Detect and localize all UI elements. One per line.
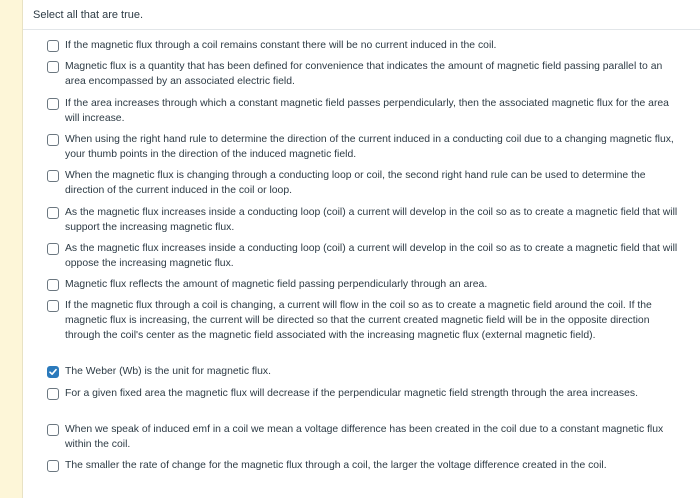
checkmark-icon	[49, 368, 57, 376]
option-label: Magnetic flux reflects the amount of magnetic field passing perpendicularly through an area.	[65, 279, 488, 290]
checkbox-checked[interactable]	[47, 366, 59, 378]
prompt-divider	[23, 29, 700, 30]
checkbox[interactable]	[47, 98, 59, 110]
question-prompt: Select all that are true.	[33, 9, 144, 21]
option-label: When we speak of induced emf in a coil we mean a voltage difference has been created in the coil due to a constant magnetic flux within the coil.	[65, 424, 664, 451]
option-label: The Weber (Wb) is the unit for magnetic flux.	[65, 366, 271, 377]
option-label: The smaller the rate of change for the magnetic flux through a coil, the larger the voltage difference created in the coil.	[65, 460, 607, 471]
checkbox[interactable]	[47, 40, 59, 52]
option-label: Magnetic flux is a quantity that has been defined for convenience that indicates the amount of magnetic field passing parallel to an area encompassed by an associated electric field.	[65, 61, 663, 88]
checkbox[interactable]	[47, 134, 59, 146]
checkbox[interactable]	[47, 170, 59, 182]
checkbox[interactable]	[47, 424, 59, 436]
option-label: If the area increases through which a constant magnetic field passes perpendicularly, then the associated magnetic flux for the area will increase.	[65, 98, 669, 125]
question-card	[23, 0, 700, 498]
checkbox[interactable]	[47, 300, 59, 312]
option-label: For a given fixed area the magnetic flux will decrease if the perpendicular magnetic field strength through the area increases.	[65, 388, 638, 399]
option-label: If the magnetic flux through a coil is changing, a current will flow in the coil so as to create a magnetic field around the coil. If the magnetic flux is increasing, the current will be directed so that the current created magnetic field will be in the opposite direction through the coil's center as the magnetic field associated with the increasing magnetic flux (external magnetic field).	[65, 300, 652, 342]
option-label: When using the right hand rule to determine the direction of the current induced in a conducting coil due to a changing magnetic flux, your thumb points in the direction of the induced magnetic field.	[65, 134, 674, 161]
checkbox[interactable]	[47, 243, 59, 255]
checkbox[interactable]	[47, 279, 59, 291]
left-margin-bar	[0, 0, 23, 498]
checkbox[interactable]	[47, 207, 59, 219]
checkbox[interactable]	[47, 460, 59, 472]
checkbox[interactable]	[47, 388, 59, 400]
checkbox[interactable]	[47, 61, 59, 73]
option-label: As the magnetic flux increases inside a conducting loop (coil) a current will develop in the coil so as to create a magnetic field that will oppose the increasing magnetic flux.	[65, 243, 678, 270]
option-label: When the magnetic flux is changing through a conducting loop or coil, the second right hand rule can be used to determine the direction of the current induced in the coil or loop.	[65, 170, 646, 197]
option-label: As the magnetic flux increases inside a conducting loop (coil) a current will develop in the coil so as to create a magnetic field that will support the increasing magnetic flux.	[65, 207, 678, 234]
option-label: If the magnetic flux through a coil remains constant there will be no current induced in the coil.	[65, 40, 497, 51]
